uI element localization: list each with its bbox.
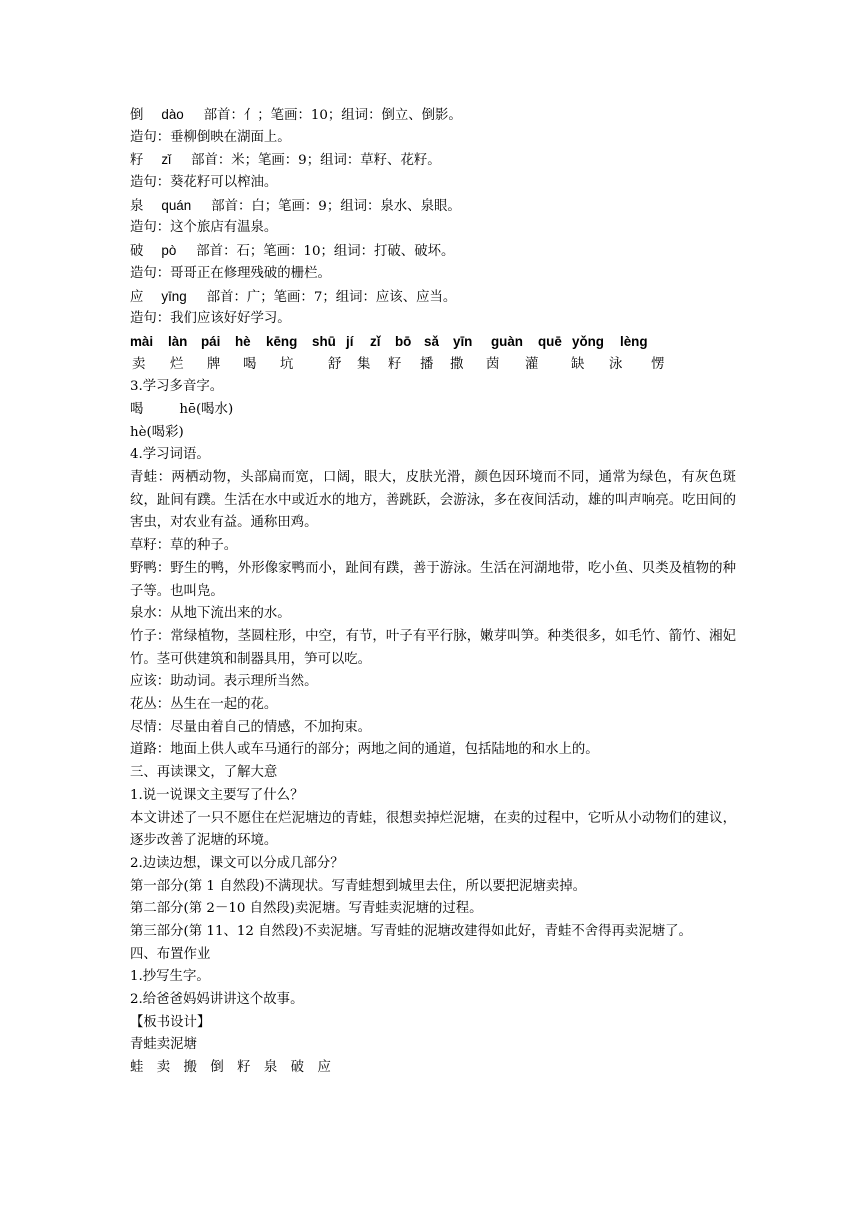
entry-char: 泉: [130, 198, 144, 214]
char-item: 卖: [132, 356, 146, 372]
char-entry: [130, 240, 736, 285]
entry-char: 破: [130, 244, 144, 260]
entry-sentence: 造句：这个旅店有温泉。: [130, 220, 278, 236]
char-entry: [130, 195, 736, 240]
polyphone-char: 喝: [130, 401, 144, 417]
char-item: 灌: [525, 356, 539, 372]
board-chars: 蛙 卖 搬 倒 籽 泉 破 应: [130, 1060, 331, 1076]
entry-info: 部首：白；笔画：9；组词：泉水、泉眼。: [211, 198, 461, 214]
section-heading: 四、布置作业: [130, 946, 211, 962]
entry-sentence: 造句：哥哥正在修理残破的栅栏。: [130, 265, 331, 281]
board-title: 青蛙卖泥塘: [130, 1037, 197, 1053]
question: 1.说一说课文主要写了什么？: [130, 787, 304, 803]
entry-sentence: 造句：我们应该好好学习。: [130, 311, 291, 327]
pinyin-item: zǐ: [370, 333, 381, 349]
section-heading: 三、再读课文，了解大意: [130, 765, 278, 781]
part-item: 第二部分(第 2－10 自然段)卖泥塘。写青蛙卖泥塘的过程。: [130, 901, 483, 917]
pinyin-item: jí: [346, 333, 354, 349]
vocab-item: 花丛：丛生在一起的花。: [130, 697, 278, 713]
entry-sentence: 造句：葵花籽可以榨油。: [130, 175, 278, 191]
vocab-item: 泉水：从地下流出来的水。: [130, 606, 291, 622]
homework-item: 2.给爸爸妈妈讲讲这个故事。: [130, 992, 304, 1008]
vocab-item: 野鸭：野生的鸭，外形像家鸭而小，趾间有蹼，善于游泳。生活在河湖地带，吃小鱼、贝类及植物的种子等。也叫凫。: [130, 560, 736, 599]
pinyin-item: shū: [312, 333, 336, 349]
char-item: 烂: [170, 356, 184, 372]
entry-info: 部首：广；笔画：7；组词：应该、应当。: [206, 289, 457, 305]
char-entry: [130, 104, 736, 149]
entry-pinyin: quán: [161, 197, 192, 213]
board-heading: 【板书设计】: [130, 1014, 211, 1030]
entry-info: 部首：石；笔画：10；组词：打破、破坏。: [196, 244, 455, 260]
polyphone-reading-2: hè(喝彩): [130, 424, 184, 440]
entry-info: 部首：亻；笔画：10；组词：倒立、倒影。: [203, 108, 462, 123]
char-item: 舒: [328, 356, 342, 372]
homework-item: 1.抄写生字。: [130, 969, 210, 985]
char-item: 茵: [486, 356, 500, 372]
vocab-item: 道路：地面上供人或车马通行的部分；两地之间的通道，包括陆地的和水上的。: [130, 742, 599, 758]
vocab-item: 竹子：常绿植物，茎圆柱形，中空，有节，叶子有平行脉，嫩芽叫笋。种类很多，如毛竹、箭竹、湘妃竹。茎可供建筑和制器具用，笋可以吃。: [130, 628, 736, 667]
vocab-item: 尽情：尽量由着自己的情感，不加拘束。: [130, 719, 372, 735]
vocab-item: 应该：助动词。表示理所当然。: [130, 674, 318, 690]
char-item: 牌: [207, 356, 221, 372]
char-item: 愣: [651, 356, 665, 372]
part-item: 第一部分(第 1 自然段)不满现状。写青蛙想到城里去住，所以要把泥塘卖掉。: [130, 878, 586, 894]
pinyin-item: lèng: [620, 333, 648, 349]
answer: 本文讲述了一只不愿住在烂泥塘边的青蛙，很想卖掉烂泥塘，在卖的过程中，它听从小动物们的建议，逐步改善了泥塘的环境。: [130, 810, 736, 849]
char-item: 坑: [280, 356, 294, 372]
entry-sentence: 造句：垂柳倒映在湖面上。: [130, 129, 291, 145]
char-entry: [130, 149, 736, 194]
pinyin-item: hè: [235, 333, 251, 349]
entry-info: 部首：米；笔画：9；组词：草籽、花籽。: [191, 153, 441, 169]
pinyin-item: làn: [168, 333, 188, 349]
entry-pinyin: zǐ: [161, 152, 172, 168]
entry-char: 倒: [130, 108, 144, 123]
char-item: 撒: [450, 356, 464, 372]
char-item: 缺: [571, 356, 585, 372]
char-entry: [130, 286, 736, 331]
char-item: 泳: [609, 356, 623, 372]
entry-char: 籽: [130, 153, 144, 169]
char-item: 播: [420, 356, 434, 372]
entry-pinyin: yīng: [161, 288, 187, 304]
char-row: [130, 354, 736, 377]
pinyin-item: kēng: [266, 333, 298, 349]
part-item: 第三部分(第 11、12 自然段)不卖泥塘。写青蛙的泥塘改建得如此好，青蛙不舍得再卖泥塘了。: [130, 924, 692, 940]
vocab-heading: 4.学习词语。: [130, 447, 210, 463]
vocab-item: 草籽：草的种子。: [130, 538, 238, 554]
char-item: 喝: [243, 356, 257, 372]
pinyin-item: mài: [130, 333, 154, 349]
entry-char: 应: [130, 289, 144, 305]
polyphone-heading: 3.学习多音字。: [130, 379, 224, 395]
char-item: 集: [357, 356, 371, 372]
document-page: [130, 104, 736, 1080]
pinyin-row: [130, 331, 736, 354]
pinyin-item: pái: [201, 333, 221, 349]
pinyin-item: quē: [538, 333, 562, 349]
char-item: 籽: [388, 356, 402, 372]
pinyin-item: yǒng: [572, 333, 604, 349]
pinyin-item: sǎ: [424, 333, 439, 349]
pinyin-item: guàn: [491, 333, 523, 349]
vocab-item: 青蛙：两栖动物，头部扁而宽，口阔，眼大，皮肤光滑，颜色因环境而不同，通常为绿色，有灰色斑纹，趾间有蹼。生活在水中或近水的地方，善跳跃，会游泳，多在夜间活动，雄的叫声响亮。吃田间的害虫，对农业有益。通称田鸡。: [130, 470, 736, 531]
pinyin-item: yīn: [453, 333, 473, 349]
pinyin-item: bō: [395, 333, 412, 349]
question: 2.边读边想，课文可以分成几部分？: [130, 855, 344, 871]
entry-pinyin: dào: [161, 107, 184, 122]
entry-pinyin: pò: [161, 243, 177, 259]
polyphone-reading-1: hē(喝水): [179, 401, 234, 417]
